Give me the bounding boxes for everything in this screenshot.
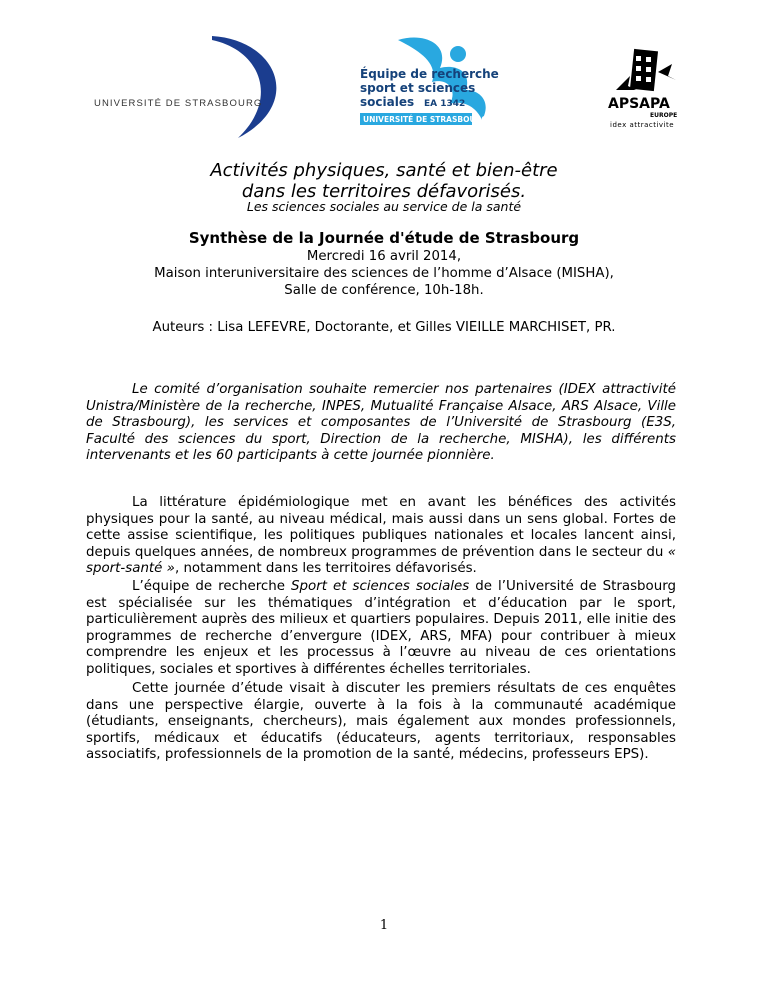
document-title — [60, 160, 708, 202]
title-line-2: dans les territoires défavorisés. — [241, 181, 527, 202]
event-date: Mercredi 16 avril 2014, — [306, 249, 462, 264]
p2-text-start: L’équipe de recherche — [132, 579, 292, 594]
p1-emphasis: « sport-santé » — [86, 544, 676, 577]
synthesis-heading: Synthèse de la Journée d'étude de Strasbourg — [188, 229, 580, 247]
e3s-line3: sociales — [360, 95, 415, 109]
apsapa-region: EUROPE — [650, 112, 678, 119]
p2-text-end: de l’Université de Strasbourg est spécialisée sur les thématiques d’intégration et d’éducation par le sport, particulièrement auprès des milieux et quartiers populaires. Depuis 2011, elle initie des programmes de recherche d’envergure (IDEX, ARS, MFA) pour contribuer à mieux comprendre les enjeux et les processus à l’œuvre au niveau de ces orientations politiques, sociales et sportives à différentes échelles territoriales. — [86, 579, 676, 677]
event-room: Salle de conférence, 10h-18h. — [284, 283, 484, 298]
unistra-swoosh-icon — [92, 34, 302, 144]
svg-text:EUROPE — [650, 112, 677, 119]
e3s-research-team-logo — [354, 34, 500, 146]
e3s-code: EA 1342 — [424, 99, 466, 109]
apsapa-name: APSAPA — [608, 96, 670, 112]
svg-text:APSAPA — [608, 96, 670, 112]
event-venue: Maison interuniversitaire des sciences de l’homme d’Alsace (MISHA), — [154, 266, 614, 281]
unistra-logo-text: UNIVERSITÉ DE STRASBOURG — [94, 98, 263, 109]
svg-text:idex attractivite — [610, 121, 674, 129]
p1-text-end: , notamment dans les territoires défavorisés. — [174, 561, 477, 577]
acknowledgements-paragraph: Le comité d’organisation souhaite remercier nos partenaires (IDEX attractivité Unistra/Ministère de la recherche, INPES, Mutualité Française Alsace, ARS Alsace, Ville de Strasbourg), les services et composantes de l’Université de Strasbourg (E3S, Faculté des sciences du sport, Direction de la recherche, MISHA), les différents intervenants et les 60 participants à cette journée pionnière. — [86, 382, 676, 464]
svg-text:sociales — [360, 95, 414, 109]
e3s-line2: sport et sciences — [360, 81, 476, 95]
body-paragraph-2 — [86, 579, 676, 679]
e3s-footer: UNIVERSITÉ DE STRASBOURG — [363, 115, 488, 124]
page-number: 1 — [379, 918, 389, 933]
apsapa-building-icon — [606, 46, 686, 132]
body-paragraph-1 — [86, 495, 676, 578]
apsapa-tagline: idex attractivite — [610, 121, 675, 129]
e3s-runner-icon — [354, 34, 500, 146]
p1-text-start: La littérature épidémiologique met en avant les bénéfices des activités physiques pour la santé, au niveau médical, mais aussi dans un sens global. Fortes de cette assise scientifique, les politiques publiques nationales et locales lancent ainsi, depuis quelques années, de nombreux programmes de prévention dans le secteur du — [86, 495, 676, 560]
p2-emphasis: Sport et sciences sociales — [291, 579, 470, 594]
apsapa-logo — [606, 46, 686, 132]
document-subtitle: Les sciences sociales au service de la santé — [246, 199, 522, 214]
svg-text:UNIVERSITÉ DE STRASBOURG — [94, 98, 262, 109]
body-paragraph-3: Cette journée d’étude visait à discuter les premiers résultats de ces enquêtes dans une perspective élargie, ouverte à la fois à la communauté académique (étudiants, enseignants, chercheurs), mais également aux mondes professionnels, sportifs, médicaux et éducatifs (éducateurs, agents territoriaux, responsables associatifs, professionnels de la promotion de la santé, médecins, professeurs EPS). — [86, 681, 676, 763]
e3s-line1: Équipe de recherche — [360, 67, 499, 81]
authors-line: Auteurs : Lisa LEFEVRE, Doctorante, et Gilles VIEILLE MARCHISET, PR. — [152, 320, 616, 335]
title-line-1: Activités physiques, santé et bien-être — [210, 160, 558, 181]
svg-text:Équipe de recherche — [360, 66, 499, 81]
svg-text:sport et sciences — [360, 81, 475, 95]
svg-text:EA 1342 — [424, 99, 465, 109]
universite-de-strasbourg-logo — [92, 34, 302, 144]
svg-text:UNIVERSITÉ DE STRASBOURG — [363, 115, 487, 124]
